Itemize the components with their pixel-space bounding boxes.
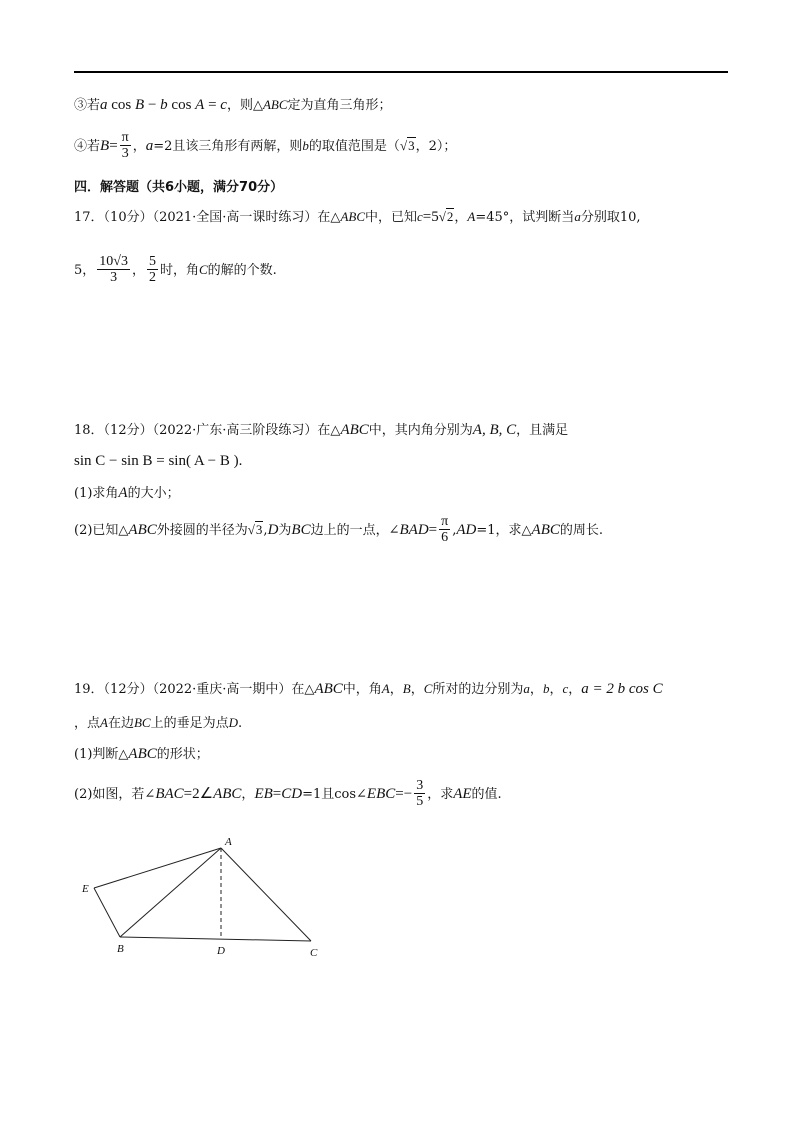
frac-num: π	[121, 130, 129, 145]
text: =1，求△	[476, 522, 532, 538]
triangle-name: ABC	[262, 97, 288, 112]
radicand: 2	[446, 209, 454, 224]
text: 边上的一点，∠	[310, 522, 400, 538]
section-heading: 四．解答题（共6小题，满分70分）	[74, 180, 284, 195]
frac-num: 5	[148, 254, 156, 269]
question-19-part1	[74, 745, 209, 763]
var-c: c	[562, 681, 569, 696]
triangle-symbol: △	[252, 98, 263, 113]
segment-CD: CD	[281, 785, 303, 802]
item-3-equation: a cos B − b cos A = c	[100, 97, 227, 113]
var-A: A	[100, 715, 108, 730]
radicand: 3	[408, 137, 415, 153]
comma: ,	[452, 522, 457, 538]
question-19-line1	[74, 680, 663, 698]
equals-minus: =−	[395, 785, 413, 802]
label-B: B	[117, 943, 124, 955]
question-19-line2	[74, 715, 242, 732]
q19-p1-tail: 的形状；	[156, 747, 209, 762]
frac-den: 5	[416, 794, 424, 810]
var-B: B	[100, 137, 110, 154]
var-D: D	[228, 715, 239, 730]
triangle-name: ABC	[128, 521, 157, 538]
label-D: D	[217, 945, 225, 957]
segment-BC: BC	[291, 521, 311, 538]
comma: ，	[410, 682, 424, 697]
q17-end: 的解的个数.	[207, 262, 277, 278]
segment-BA	[120, 848, 221, 937]
q18-p2-end: 的周长.	[559, 522, 604, 538]
q18-head: 18．（12分）（2022·广东·高三阶段练习）在△	[74, 423, 341, 438]
question-17-line1	[74, 208, 641, 226]
angle-ABC: ABC	[213, 785, 242, 802]
text: ，求	[427, 786, 454, 802]
item-3-prefix: ③若	[74, 98, 101, 113]
var-C: C	[423, 681, 433, 696]
item-4	[74, 130, 456, 162]
triangle-name: ABC	[531, 521, 560, 538]
question-18-part2	[74, 514, 603, 546]
frac-den: 3	[110, 270, 118, 286]
var-A: A	[118, 485, 128, 501]
angle-EBC: EBC	[366, 785, 396, 802]
comma: ，	[549, 682, 563, 697]
equals: =	[109, 137, 118, 154]
triangle-name: ABC	[340, 422, 369, 438]
var-A: A	[381, 681, 390, 696]
q18-mid: 中，其内角分别为	[368, 423, 473, 438]
question-19-part2	[74, 778, 502, 810]
q19-p1: (1)判断△	[74, 747, 129, 762]
text: 所对的边分别为	[432, 682, 524, 697]
q17-mid: 中，已知	[365, 210, 418, 225]
q18-p1: (1)求角	[74, 486, 119, 501]
q18-p1-tail: 的大小；	[127, 486, 180, 501]
item-4-prefix: ④若	[74, 138, 101, 154]
triangle-name: ABC	[128, 746, 157, 762]
q18-p2-text: 外接圆的半径为	[156, 522, 248, 538]
fraction-pi-over-3	[120, 130, 131, 162]
text: =2∠	[183, 785, 214, 802]
c-value: =5	[422, 209, 439, 225]
item-3-conclusion: 定为直角三角形；	[287, 98, 392, 113]
label-A: A	[225, 836, 232, 848]
comma: ，	[131, 262, 145, 278]
q18-p2-head: (2)已知△	[74, 522, 129, 538]
q18-tail: ，且满足	[516, 423, 569, 438]
item-3-text: ，则	[226, 98, 253, 113]
angle-BAC: BAC	[155, 785, 184, 802]
segment-BC	[120, 937, 311, 941]
var-b: b	[302, 137, 309, 153]
q17-angle: =45°，试判断当	[475, 210, 575, 225]
question-18-part1	[74, 484, 180, 502]
var-A: A	[467, 209, 476, 224]
frac-den: 3	[121, 146, 129, 162]
sqrt-2: √2	[438, 209, 454, 224]
text: 为	[278, 522, 292, 538]
q17-head: 17．（10分）（2021·全国·高一课时练习）在△	[74, 210, 341, 225]
q19-equation: a = 2 b cos C	[581, 681, 663, 697]
item-4-text: =2且该三角形有两解，则	[153, 138, 303, 154]
frac-num: 10√3	[99, 254, 128, 269]
var-b: b	[542, 681, 550, 696]
question-18-line1	[74, 421, 568, 439]
item-3	[74, 96, 392, 114]
text: 上的垂足为点	[150, 716, 229, 731]
equals: =	[428, 521, 438, 538]
sqrt-3: √3	[247, 521, 263, 537]
value-5: 5，	[74, 262, 96, 278]
comma: ,	[263, 522, 268, 538]
period: .	[238, 716, 243, 731]
text: ，点	[74, 716, 101, 731]
label-E: E	[82, 883, 89, 895]
geometry-figure	[70, 830, 340, 960]
q17-tail: 分别取10,	[580, 210, 641, 225]
q17-l2-text: 时，角	[159, 262, 199, 278]
segment-AD: AD	[456, 521, 477, 538]
comma: ，	[132, 138, 146, 154]
q19-p2-end: 的值.	[471, 786, 502, 802]
frac-num: 3	[416, 778, 424, 793]
segment-AC	[221, 848, 311, 941]
q19-head: 19．（12分）（2022·重庆·高一期中）在△	[74, 682, 315, 697]
angle-BAD: BAD	[399, 521, 429, 538]
frac-den: 2	[148, 270, 156, 286]
question-17-line2	[74, 254, 277, 286]
fraction-5-over-2	[147, 254, 158, 286]
segment-EB	[94, 888, 120, 937]
question-18-equation: sin C − sin B = sin( A − B ).	[74, 453, 243, 469]
item-4-range: 的取值范围是（	[308, 138, 400, 154]
equals: =	[272, 785, 282, 802]
fraction-3-over-5	[414, 778, 425, 810]
var-B: B	[402, 681, 411, 696]
label-C: C	[310, 947, 318, 959]
text: =1且cos∠	[302, 786, 367, 802]
radicand: 3	[255, 521, 263, 537]
text: 中，角	[342, 682, 382, 697]
segment-AE: AE	[453, 785, 472, 802]
frac-num: π	[441, 514, 449, 529]
angles-list: A, B, C	[472, 422, 517, 438]
var-a: a	[574, 209, 581, 224]
triangle-name: ABC	[340, 209, 365, 224]
frac-den: 6	[441, 530, 449, 546]
segment-EA	[94, 848, 221, 888]
comma: ，	[568, 682, 582, 697]
comma: ，	[454, 210, 468, 225]
var-c: c	[417, 209, 423, 224]
q19-p2-head: (2)如图，若∠	[74, 786, 156, 802]
segment-BC: BC	[133, 715, 151, 730]
triangle-name: ABC	[314, 681, 343, 697]
segment-EB: EB	[254, 785, 273, 802]
var-C: C	[199, 261, 208, 277]
comma: ，	[241, 786, 255, 802]
header-rule	[74, 71, 728, 73]
fraction-10sqrt3-over-3	[97, 254, 130, 286]
fraction-pi-over-6	[439, 514, 450, 546]
comma: ，	[529, 682, 543, 697]
text: 在边	[107, 716, 134, 731]
item-4-end: ，2）；	[415, 138, 457, 154]
sqrt-3: √3	[399, 137, 415, 153]
var-a: a	[523, 681, 530, 696]
comma: ，	[389, 682, 403, 697]
var-a: a	[145, 137, 154, 154]
var-D: D	[267, 521, 279, 538]
